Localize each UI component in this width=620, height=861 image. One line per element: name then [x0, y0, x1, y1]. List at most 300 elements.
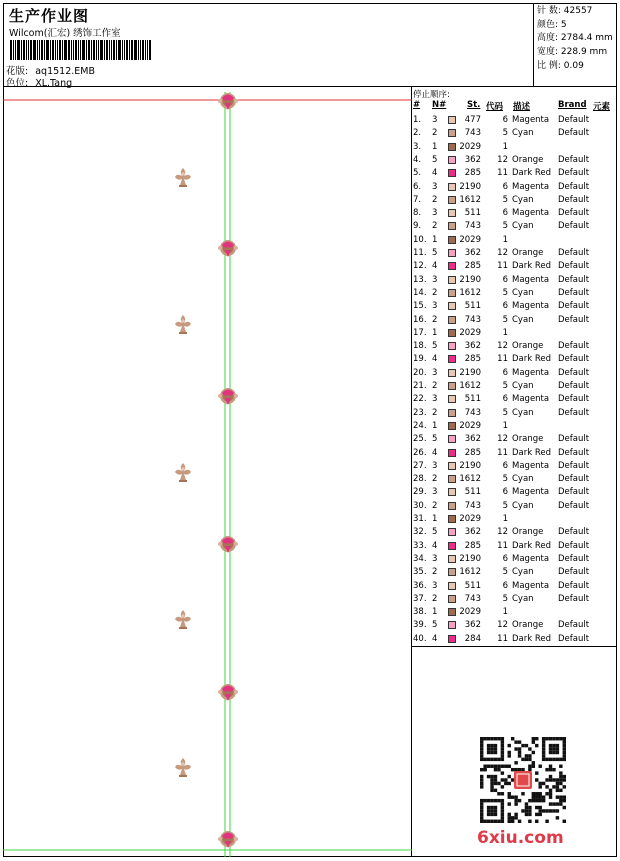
needle-number: 1	[432, 141, 438, 152]
color-swatch	[448, 382, 456, 390]
stop-index: 19.	[413, 354, 427, 365]
fleur-motif	[175, 610, 191, 629]
needle-number: 2	[432, 128, 438, 139]
barcode-bar	[62, 40, 63, 60]
color-brand: Default	[558, 301, 590, 312]
color-brand: Default	[558, 208, 590, 219]
stitches-row	[537, 5, 614, 19]
qr-code	[480, 737, 566, 823]
stitch-count: 743	[464, 128, 481, 139]
needle-number: 1	[432, 327, 438, 338]
color-swatch	[448, 276, 456, 284]
color-brand: Default	[558, 168, 590, 179]
color-description: Orange	[512, 620, 544, 631]
height-label: 高度:	[537, 33, 559, 44]
color-description: Orange	[512, 154, 544, 165]
needle-number: 3	[432, 487, 438, 498]
stitch-count: 2029	[459, 141, 481, 152]
watermark-brand: 6xiu.com	[477, 828, 564, 848]
stitch-count: 743	[464, 314, 481, 325]
barcode-bar	[149, 40, 151, 60]
barcode-bar	[100, 40, 103, 60]
needle-number: 3	[432, 367, 438, 378]
stop-index: 25.	[413, 434, 427, 445]
barcode-bar	[109, 40, 110, 60]
color-description: Orange	[512, 434, 544, 445]
color-code: 12	[497, 527, 508, 538]
color-swatch	[448, 196, 456, 204]
color-description: Cyan	[512, 474, 534, 485]
stitch-count: 477	[464, 115, 481, 125]
stop-index: 10.	[413, 234, 427, 245]
stitch-count: 362	[464, 527, 481, 538]
color-description: Dark Red	[512, 354, 552, 365]
color-brand: Default	[558, 248, 590, 258]
stop-row	[412, 393, 617, 406]
stop-index: 34.	[413, 553, 427, 564]
stitch-count: 362	[464, 434, 481, 445]
color-code: 1	[502, 141, 508, 152]
stop-row	[412, 460, 617, 473]
medallion-motif	[218, 684, 238, 701]
color-code: 5	[502, 593, 508, 604]
color-brand: Default	[558, 115, 590, 125]
barcode-bar	[28, 40, 29, 60]
stitch-count: 362	[464, 154, 481, 165]
stop-row	[412, 407, 617, 420]
needle-number: 3	[432, 553, 438, 564]
color-brand: Default	[558, 154, 590, 165]
barcode-bar	[71, 40, 72, 60]
barcode-bar	[55, 40, 56, 60]
color-swatch	[448, 409, 456, 417]
width-value: 228.9 mm	[560, 47, 608, 58]
stop-index: 12.	[413, 261, 427, 272]
needle-number: 3	[432, 580, 438, 591]
color-label: 色位:	[6, 78, 29, 89]
colors-label: 颜色:	[537, 19, 559, 30]
needle-number: 3	[432, 274, 438, 285]
color-code: 1	[502, 234, 508, 245]
color-swatch	[448, 635, 456, 643]
needle-number: 1	[432, 607, 438, 618]
color-description: Magenta	[512, 181, 550, 192]
stop-row	[412, 340, 617, 353]
header-panel	[3, 3, 534, 87]
color-swatch	[448, 222, 456, 230]
barcode-bar	[129, 40, 130, 60]
color-code: 12	[497, 154, 508, 165]
needle-number: 3	[432, 460, 438, 471]
color-brand: Default	[558, 407, 590, 418]
color-swatch	[448, 369, 456, 377]
stop-row	[412, 194, 617, 207]
color-code: 5	[502, 314, 508, 325]
barcode-bar	[39, 40, 40, 60]
needle-number: 3	[432, 208, 438, 219]
barcode-bar	[52, 40, 54, 60]
barcode-bar	[147, 40, 148, 60]
color-code: 5	[502, 221, 508, 232]
color-brand: Default	[558, 128, 590, 139]
color-description: Orange	[512, 341, 544, 352]
color-swatch	[448, 183, 456, 191]
color-swatch	[448, 316, 456, 324]
barcode-bar	[138, 40, 139, 60]
needle-number: 4	[432, 447, 438, 458]
color-code: 11	[497, 447, 508, 458]
color-swatch	[448, 302, 456, 310]
stop-row	[412, 300, 617, 313]
color-code: 5	[502, 567, 508, 578]
colors-value: 5	[560, 19, 567, 30]
needle-number: 2	[432, 593, 438, 604]
barcode-bar	[73, 40, 74, 60]
color-description: Cyan	[512, 567, 534, 578]
barcode-bar	[75, 40, 77, 60]
color-description: Cyan	[512, 381, 534, 391]
color-code: 11	[497, 354, 508, 365]
color-description: Cyan	[512, 407, 534, 418]
stop-row	[412, 127, 617, 140]
needle-number: 5	[432, 527, 438, 538]
needle-number: 1	[432, 420, 438, 431]
needle-number: 5	[432, 620, 438, 631]
barcode-bar	[118, 40, 121, 60]
color-brand: Default	[558, 447, 590, 458]
stop-index: 1.	[413, 115, 422, 125]
stitch-count: 511	[464, 394, 481, 405]
stop-row	[412, 526, 617, 539]
color-code: 6	[502, 115, 508, 125]
color-swatch	[448, 395, 456, 403]
color-brand: Default	[558, 287, 590, 298]
col-header-description: 描述	[513, 102, 531, 112]
stitch-count: 743	[464, 221, 481, 232]
barcode-bar	[104, 40, 105, 60]
stop-sequence-panel	[412, 87, 617, 647]
color-code: 5	[502, 128, 508, 139]
color-brand: Default	[558, 593, 590, 604]
stop-list-title: 停止顺序:	[413, 90, 450, 100]
color-brand: Default	[558, 553, 590, 564]
stitch-count: 2029	[459, 607, 481, 618]
stop-row	[412, 327, 617, 340]
needle-number: 2	[432, 381, 438, 391]
barcode-bar	[68, 40, 70, 60]
stop-row	[412, 274, 617, 287]
stop-index: 26.	[413, 447, 427, 458]
fleur-motif	[175, 168, 191, 187]
color-swatch	[448, 462, 456, 470]
stop-index: 32.	[413, 527, 427, 538]
stop-index: 30.	[413, 500, 427, 511]
stop-row	[412, 580, 617, 593]
color-brand: Default	[558, 261, 590, 272]
barcode-bar	[21, 40, 22, 60]
barcode-bar	[88, 40, 90, 60]
width-label: 宽度:	[537, 47, 559, 58]
color-swatch	[448, 169, 456, 177]
barcode-bar	[10, 40, 12, 60]
stitch-count: 1612	[459, 567, 481, 578]
medallion-motifs	[218, 93, 238, 848]
barcode-bar	[80, 40, 81, 60]
color-brand: Default	[558, 474, 590, 485]
stop-row	[412, 433, 617, 446]
stitch-count: 1612	[459, 381, 481, 391]
col-header-stitches: St.	[467, 100, 481, 110]
color-swatch	[448, 262, 456, 270]
stop-row	[412, 633, 617, 646]
color-description: Magenta	[512, 553, 550, 564]
needle-number: 3	[432, 394, 438, 405]
color-code: 5	[502, 407, 508, 418]
stitch-count: 285	[464, 354, 481, 365]
color-code: 6	[502, 274, 508, 285]
barcode-bar	[30, 40, 32, 60]
stitch-count: 511	[464, 487, 481, 498]
stitch-count: 2190	[459, 367, 481, 378]
needle-number: 5	[432, 154, 438, 165]
scale-row	[537, 60, 614, 74]
stop-index: 33.	[413, 540, 427, 551]
design-label: 花版:	[6, 66, 29, 77]
needle-number: 4	[432, 168, 438, 179]
stop-row	[412, 473, 617, 486]
medallion-motif	[218, 93, 238, 110]
design-value: aq1512.EMB	[35, 66, 95, 77]
stop-row	[412, 380, 617, 393]
medallion-motif	[218, 240, 238, 257]
stitch-count: 1612	[459, 474, 481, 485]
barcode-bar	[23, 40, 25, 60]
color-code: 11	[497, 540, 508, 551]
stitch-count: 362	[464, 248, 481, 258]
color-code: 5	[502, 474, 508, 485]
fleur-motif	[175, 315, 191, 334]
color-brand: Default	[558, 274, 590, 285]
color-code: 11	[497, 168, 508, 179]
color-brand: Default	[558, 567, 590, 578]
barcode-bar	[131, 40, 133, 60]
color-swatch	[448, 435, 456, 443]
stop-index: 8.	[413, 208, 422, 219]
barcode-bar	[57, 40, 58, 60]
barcode-bar	[59, 40, 61, 60]
stop-row	[412, 619, 617, 632]
color-description: Dark Red	[512, 168, 552, 179]
stop-row	[412, 247, 617, 260]
height-row	[537, 32, 614, 46]
stitch-count: 1612	[459, 287, 481, 298]
needle-number: 3	[432, 301, 438, 312]
stop-row	[412, 287, 617, 300]
color-description: Magenta	[512, 301, 550, 312]
color-description: Dark Red	[512, 261, 552, 272]
color-description: Magenta	[512, 487, 550, 498]
needle-number: 2	[432, 474, 438, 485]
stop-index: 11.	[413, 248, 427, 258]
needle-number: 4	[432, 354, 438, 365]
color-code: 6	[502, 301, 508, 312]
color-swatch	[448, 502, 456, 510]
color-code: 6	[502, 487, 508, 498]
color-brand: Default	[558, 434, 590, 445]
color-description: Magenta	[512, 115, 550, 125]
medallion-motif	[218, 388, 238, 405]
color-description: Cyan	[512, 500, 534, 511]
stop-row	[412, 234, 617, 247]
stitch-count: 2029	[459, 514, 481, 524]
stitch-count: 511	[464, 580, 481, 591]
needle-number: 4	[432, 540, 438, 551]
color-code: 1	[502, 420, 508, 431]
needle-number: 2	[432, 407, 438, 418]
stitch-count: 284	[464, 633, 481, 644]
stats-panel	[534, 3, 617, 87]
col-header-code: 代码	[486, 102, 504, 112]
width-row	[537, 46, 614, 60]
color-swatch	[448, 236, 456, 244]
color-description: Dark Red	[512, 633, 552, 644]
stop-row	[412, 606, 617, 619]
color-brand: Default	[558, 460, 590, 471]
stop-index: 16.	[413, 314, 427, 325]
barcode-bar	[26, 40, 27, 60]
color-description: Cyan	[512, 194, 534, 205]
color-brand: Default	[558, 620, 590, 631]
color-swatch	[448, 289, 456, 297]
color-description: Magenta	[512, 274, 550, 285]
col-header-index: #	[413, 100, 421, 110]
color-swatch	[448, 528, 456, 536]
stop-index: 37.	[413, 593, 427, 604]
stitch-count: 2190	[459, 181, 481, 192]
stop-row	[412, 540, 617, 553]
stop-index: 22.	[413, 394, 427, 405]
stitch-count: 1612	[459, 194, 481, 205]
color-brand: Default	[558, 580, 590, 591]
stop-row	[412, 114, 617, 127]
stop-row	[412, 167, 617, 180]
color-code: 12	[497, 620, 508, 631]
barcode-bar	[64, 40, 67, 60]
barcode-bar	[86, 40, 87, 60]
needle-number: 1	[432, 514, 438, 524]
design-preview	[3, 87, 412, 857]
stitch-count: 2029	[459, 234, 481, 245]
stop-row	[412, 553, 617, 566]
colors-row	[537, 19, 614, 33]
stitch-count: 2029	[459, 327, 481, 338]
color-code: 12	[497, 341, 508, 352]
stop-index: 40.	[413, 633, 427, 644]
stitch-count: 285	[464, 168, 481, 179]
color-description: Orange	[512, 248, 544, 258]
color-description: Dark Red	[512, 447, 552, 458]
color-swatch	[448, 621, 456, 629]
color-swatch	[448, 342, 456, 350]
color-description: Magenta	[512, 460, 550, 471]
color-brand: Default	[558, 314, 590, 325]
fleur-motif	[175, 463, 191, 482]
color-swatch	[448, 608, 456, 616]
needle-number: 3	[432, 181, 438, 192]
color-description: Orange	[512, 527, 544, 538]
qr-code-graphic	[480, 737, 566, 823]
barcode	[10, 40, 152, 60]
color-brand: Default	[558, 394, 590, 405]
color-description: Cyan	[512, 128, 534, 139]
color-code: 11	[497, 261, 508, 272]
color-brand: Default	[558, 221, 590, 232]
barcode-bar	[113, 40, 115, 60]
stop-index: 20.	[413, 367, 427, 378]
height-value: 2784.4 mm	[560, 33, 613, 44]
color-swatch	[448, 249, 456, 257]
stop-row	[412, 486, 617, 499]
stop-index: 13.	[413, 274, 427, 285]
stop-row	[412, 367, 617, 380]
needle-number: 2	[432, 500, 438, 511]
color-brand: Default	[558, 540, 590, 551]
stitch-count: 743	[464, 593, 481, 604]
design-canvas	[3, 87, 412, 857]
color-code: 6	[502, 460, 508, 471]
stitch-count: 511	[464, 301, 481, 312]
stop-row	[412, 207, 617, 220]
stitch-count: 511	[464, 208, 481, 219]
stop-index: 5.	[413, 168, 422, 179]
stop-index: 36.	[413, 580, 427, 591]
barcode-bar	[126, 40, 128, 60]
stitch-count: 362	[464, 620, 481, 631]
barcode-bar	[82, 40, 85, 60]
stop-index: 6.	[413, 181, 422, 192]
color-code: 6	[502, 181, 508, 192]
needle-number: 2	[432, 287, 438, 298]
barcode-bar	[15, 40, 16, 60]
color-swatch	[448, 143, 456, 151]
col-header-brand: Brand	[558, 100, 587, 110]
needle-number: 2	[432, 221, 438, 232]
stop-index: 4.	[413, 154, 422, 165]
stop-index: 35.	[413, 567, 427, 578]
color-description: Magenta	[512, 367, 550, 378]
color-swatch	[448, 129, 456, 137]
scale-label: 比 例:	[537, 60, 561, 71]
stop-row	[412, 353, 617, 366]
barcode-bar	[13, 40, 14, 60]
stitch-count: 362	[464, 341, 481, 352]
barcode-bar	[142, 40, 144, 60]
color-code: 5	[502, 287, 508, 298]
stop-index: 18.	[413, 341, 427, 352]
company-name: Wilcom(汇宏) 绣饰工作室	[9, 28, 121, 39]
stop-row	[412, 593, 617, 606]
stitch-count: 285	[464, 447, 481, 458]
barcode-bar	[93, 40, 95, 60]
barcode-bar	[106, 40, 108, 60]
stitch-count: 285	[464, 261, 481, 272]
color-brand: Default	[558, 194, 590, 205]
stop-row	[412, 220, 617, 233]
stop-row	[412, 420, 617, 433]
color-brand: Default	[558, 527, 590, 538]
stop-index: 23.	[413, 407, 427, 418]
needle-number: 5	[432, 341, 438, 352]
